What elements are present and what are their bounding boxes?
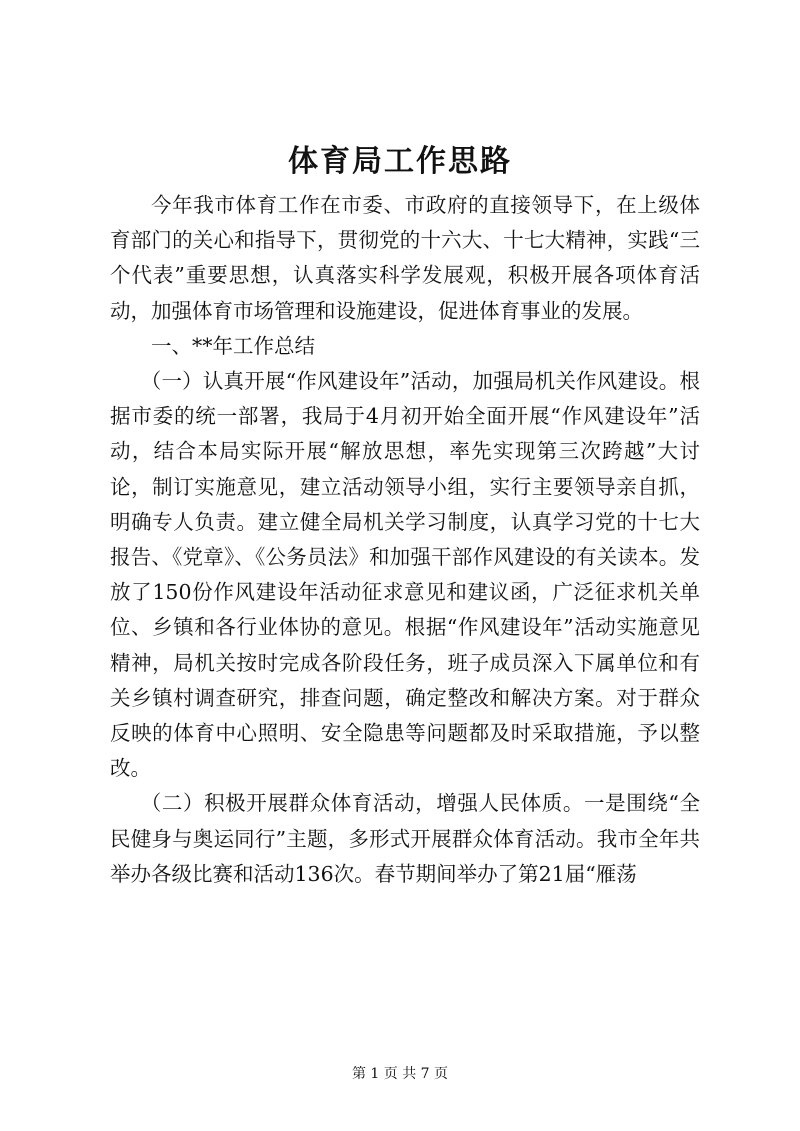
document-title: 体育局工作思路	[288, 144, 512, 179]
page-footer	[0, 1064, 800, 1084]
section-heading: 一、**年工作总结	[151, 333, 315, 358]
document-body	[110, 188, 700, 892]
intro-paragraph: 今年我市体育工作在市委、市政府的直接领导下，在上级体育部门的关心和指导下，贯彻党的十六大、十七大精神，实践“三个代表”重要思想，认真落实科学发展观，积极开展各项体育活动，加强体育市场管理和设施建设，促进体育事业的发展。	[110, 193, 700, 323]
page-number: 第 1 页 共 7 页	[351, 1066, 449, 1082]
subsection-paragraph-2: （二）积极开展群众体育活动，增强人民体质。一是围绕“全民健身与奥运同行”主题，多形式开展群众体育活动。我市全年共举办各级比赛和活动136次。春节期间举办了第21届“雁荡	[110, 791, 700, 886]
subsection-paragraph-1: （一）认真开展“作风建设年”活动，加强局机关作风建设。根据市委的统一部署，我局于4月初开始全面开展“作风建设年”活动，结合本局实际开展“解放思想，率先实现第三次跨越”大讨论，制订实施意见，建立活动领导小组，实行主要领导亲自抓，明确专人负责。建立健全局机关学习制度，认真学习党的十七大报告、《党章》、《公务员法》和加强干部作风建设的有关读本。发放了150份作风建设年活动征求意见和建议函，广泛征求机关单位、乡镇和各行业体协的意见。根据“作风建设年”活动实施意见精神，局机关按时完成各阶段任务，班子成员深入下属单位和有关乡镇村调查研究，排查问题，确定整改和解决方案。对于群众反映的体育中心照明、安全隐患等问题都及时采取措施，予以整改。	[110, 369, 700, 781]
